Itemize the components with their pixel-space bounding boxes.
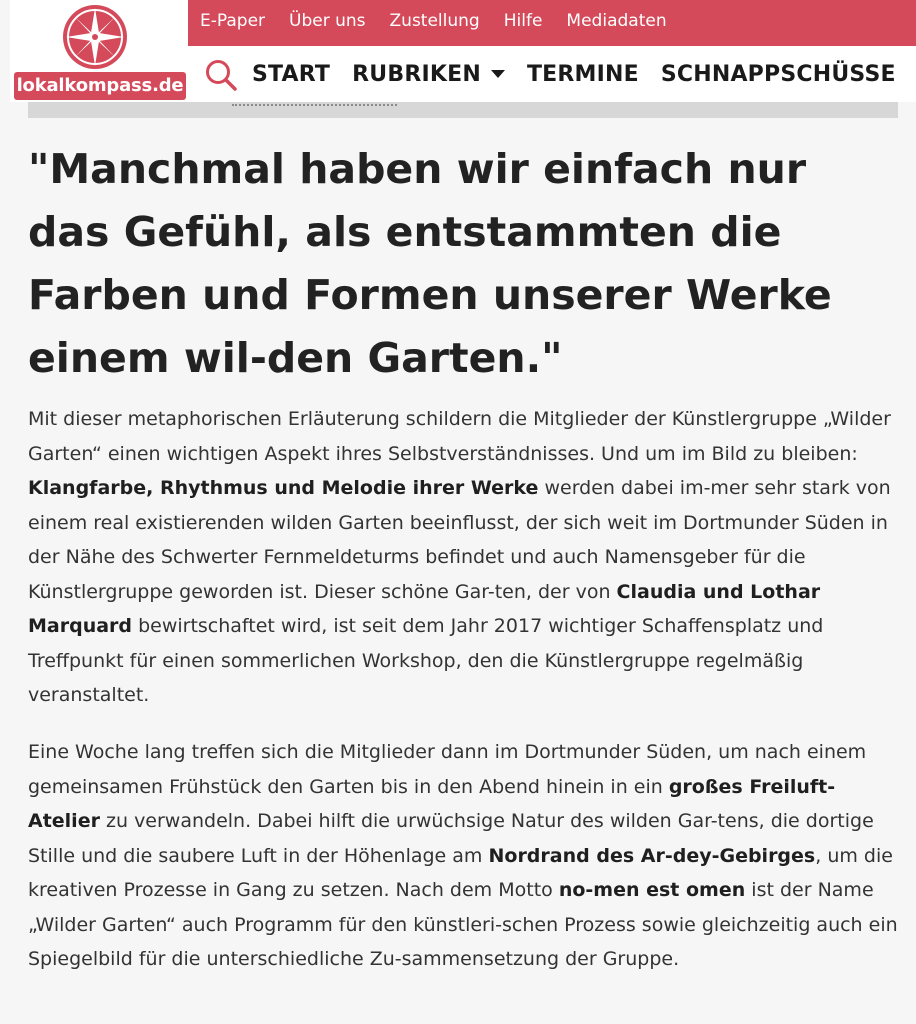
nav-item-rubriken[interactable] xyxy=(352,62,505,87)
top-bar xyxy=(188,0,916,46)
nav-item-schnappschuesse[interactable] xyxy=(661,62,896,87)
top-link-epaper[interactable]: E-Paper xyxy=(200,11,266,31)
paragraph-text: ist der Name „Wilder Garten“ auch Programm für den künstleri-schen Prozess sowie gleichzeitig auch ein Spiegelbild für die unterschiedliche Zu-sammensetzung der Gruppe. xyxy=(28,879,898,970)
nav-item-label: SCHNAPPSCHÜSSE xyxy=(660,61,896,87)
paragraph-bold: großes Freiluft-Atelier xyxy=(28,775,836,832)
breadcrumb xyxy=(28,102,898,118)
compass-icon xyxy=(62,4,128,70)
paragraph-text: werden dabei im-mer sehr stark von einem real existierenden wilden Garten beeinflusst, der sich weit im Dortmunder Süden in der Nähe des Schwerter Fernmeldeturms befindet und auch Namensgeber für die Künstlergruppe geworden ist. Dieser schöne Gar-ten, der von xyxy=(28,477,891,603)
main-nav xyxy=(188,46,916,102)
top-link-help[interactable]: Hilfe xyxy=(503,11,543,31)
nav-item-label: RUBRIKEN xyxy=(352,61,481,87)
article-paragraph-2 xyxy=(28,735,898,977)
paragraph-bold: Klangfarbe, Rhythmus und Melodie ihrer Werke xyxy=(28,477,539,499)
article-headline: "Manchmal haben wir einfach nur das Gefühl, als entstammten die Farben und Formen unserer Werke einem wil-den Garten." xyxy=(28,145,832,382)
article-paragraph-1 xyxy=(28,402,898,713)
paragraph-text: Eine Woche lang treffen sich die Mitglieder dann im Dortmunder Süden, um nach einem gemeinsamen Frühstück den Garten bis in den Abend hinein in ein xyxy=(28,741,867,798)
nav-item-termine[interactable] xyxy=(527,62,639,87)
top-links xyxy=(188,0,679,46)
paragraph-text: bewirtschaftet wird, ist seit dem Jahr 2017 wichtiger Schaffensplatz und Treffpunkt für einen sommerlichen Workshop, den die Künstlergruppe regelmäßig veranstaltet. xyxy=(28,615,824,706)
logo-wordmark: lokalkompass.de xyxy=(14,72,186,100)
nav-items xyxy=(252,46,896,102)
paragraph-bold: no-men est omen xyxy=(558,879,746,901)
paragraph-bold: Claudia und Lothar Marquard xyxy=(28,580,821,637)
chevron-down-icon xyxy=(491,70,505,78)
paragraph-bold: Nordrand des Ar-dey-Gebirges xyxy=(488,844,816,867)
top-link-mediadata[interactable]: Mediadaten xyxy=(566,11,667,31)
top-link-delivery[interactable]: Zustellung xyxy=(389,11,480,31)
paragraph-text: , um die kreativen Prozesse in Gang zu setzen. Nach dem Motto xyxy=(28,844,893,901)
breadcrumb-divider xyxy=(232,104,397,106)
top-link-about[interactable]: Über uns xyxy=(289,11,366,31)
paragraph-text: Mit dieser metaphorischen Erläuterung schildern die Mitglieder der Künstlergruppe „Wilder Garten“ einen wichtigen Aspekt ihres Selbstverständnisses. Und um im Bild zu bleiben: xyxy=(28,408,891,465)
search-icon[interactable] xyxy=(204,58,238,92)
paragraph-text: zu verwandeln. Dabei hilft die urwüchsige Natur des wilden Gar-tens, die dortige Stille und die saubere Luft in der Höhenlage am xyxy=(28,810,874,867)
nav-item-label: START xyxy=(252,61,331,87)
nav-item-label: TERMINE xyxy=(526,61,639,87)
nav-item-start[interactable] xyxy=(252,62,330,87)
site-logo[interactable] xyxy=(10,0,188,102)
